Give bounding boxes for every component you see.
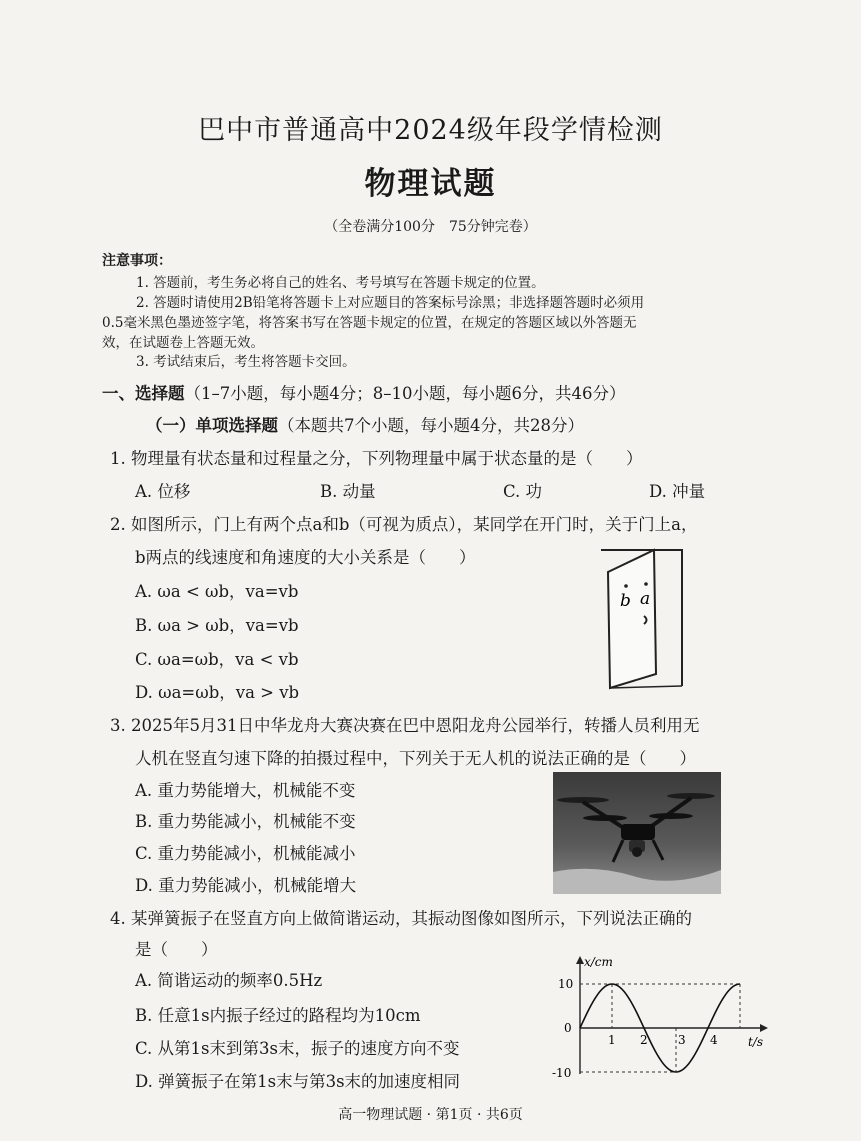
notice-heading: 注意事项： (102, 253, 172, 269)
question-4-stem-line-1: 4. 某弹簧振子在竖直方向上做简谐运动，其振动图像如图所示，下列说法正确的 (110, 909, 692, 928)
question-4-option-d: D. 弹簧振子在第1s末与第3s末的加速度相同 (135, 1072, 461, 1091)
notice-line-2b: 0.5毫米黑色墨迹签字笔，将答案书写在答题卡规定的位置，在规定的答题区域以外答题无 (102, 315, 637, 331)
question-4-option-c: C. 从第1s末到第3s末，振子的速度方向不变 (135, 1039, 460, 1058)
notice-line-3: 3. 考试结束后，考生将答题卡交回。 (136, 354, 356, 370)
score-line: （全卷满分100分 75分钟完卷） (324, 219, 537, 235)
x-tick-label-3: 3 (678, 1033, 686, 1047)
question-1-option-d: D. 冲量 (649, 482, 706, 501)
exam-subject: 物理试题 (364, 166, 497, 202)
question-2-option-b: B. ωa > ωb，va=vb (135, 616, 299, 635)
question-1-option-a: A. 位移 (135, 482, 191, 501)
subsection-detail: （本题共7个小题，每小题4分，共28分） (278, 416, 584, 435)
section-heading (102, 380, 625, 404)
door-floor-line (610, 686, 682, 688)
question-4-option-a: A. 简谐运动的频率0.5Hz (135, 971, 323, 990)
question-3-stem-line-1: 3. 2025年5月31日中华龙舟大赛决赛在巴中恩阳龙舟公园举行，转播人员利用无 (110, 716, 700, 735)
subsection-title: （一）单项选择题 (146, 416, 278, 435)
x-tick-label-1: 1 (608, 1033, 616, 1047)
x-axis-arrow (760, 1024, 768, 1032)
question-3-option-d: D. 重力势能减小，机械能增大 (135, 876, 357, 895)
subsection-heading (146, 412, 584, 436)
point-a-dot (644, 582, 648, 586)
question-2-option-d: D. ωa=ωb，va > vb (135, 683, 300, 702)
question-3-option-c: C. 重力势能减小，机械能减小 (135, 844, 356, 863)
x-tick-label-4: 4 (710, 1033, 718, 1047)
question-2-stem-line-1: 2. 如图所示，门上有两个点a和b（可视为质点），某同学在开门时，关于门上a， (110, 515, 698, 534)
question-2-option-a: A. ωa < ωb，va=vb (135, 582, 299, 601)
x-axis-label: t/s (748, 1035, 764, 1049)
y-tick-label-0: 0 (564, 1021, 572, 1035)
y-tick-label-10: 10 (558, 977, 574, 991)
point-b-label: b (620, 591, 631, 611)
point-a-label: a (640, 589, 651, 609)
section-title: 一、选择题 (102, 384, 185, 403)
notice-line-2c: 效，在试题卷上答题无效。 (102, 335, 264, 351)
point-b-dot (624, 584, 628, 588)
y-axis-label: x/cm (584, 955, 613, 969)
question-2-stem-line-2: b两点的线速度和角速度的大小关系是（ ） (135, 548, 476, 567)
question-1-option-c: C. 功 (503, 482, 543, 501)
question-2-option-c: C. ωa=ωb，va < vb (135, 650, 299, 669)
question-3-option-a: A. 重力势能增大，机械能不变 (135, 781, 356, 800)
drone-photo (553, 772, 721, 894)
door-figure (596, 546, 686, 692)
y-axis-arrow (576, 956, 584, 964)
notice-line-2a: 2. 答题时请使用2B铅笔将答题卡上对应题目的答案标号涂黑；非选择题答题时必须用 (136, 295, 645, 311)
question-4-option-b: B. 任意1s内振子经过的路程均为10cm (135, 1006, 421, 1025)
question-1-option-b: B. 动量 (320, 482, 376, 501)
section-detail: （1–7小题，每小题4分；8–10小题，每小题6分，共46分） (184, 384, 626, 403)
question-3-option-b: B. 重力势能减小，机械能不变 (135, 812, 356, 831)
oscillation-chart (540, 950, 780, 1090)
door-panel (608, 550, 656, 688)
page-footer: 高一物理试题 · 第1页 · 共6页 (338, 1107, 523, 1123)
x-tick-label-2: 2 (640, 1033, 648, 1047)
notice-line-1: 1. 答题前，考生务必将自己的姓名、考号填写在答题卡规定的位置。 (136, 275, 545, 291)
question-3-stem-line-2: 人机在竖直匀速下降的拍摄过程中，下列关于无人机的说法正确的是（ ） (135, 749, 696, 768)
question-4-stem-line-2: 是（ ） (135, 940, 218, 959)
exam-title: 巴中市普通高中2024级年段学情检测 (198, 115, 663, 146)
question-1-stem: 1. 物理量有状态量和过程量之分，下列物理量中属于状态量的是（ ） (110, 449, 643, 468)
y-tick-label-minus-10: -10 (552, 1066, 572, 1080)
